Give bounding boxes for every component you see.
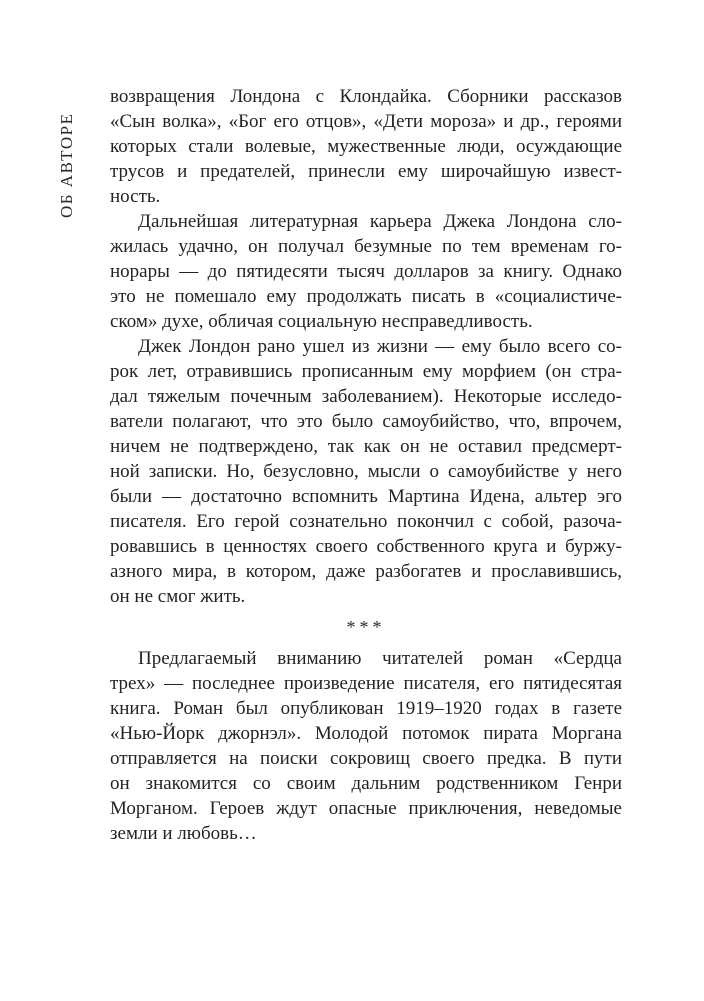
paragraph-2 bbox=[110, 209, 622, 334]
section-running-head bbox=[57, 86, 77, 218]
section-separator: *** bbox=[346, 617, 386, 637]
text-line: ском» духе, обличая социальную несправедливость. bbox=[110, 311, 533, 332]
text-line: Джек Лондон рано ушел из жизни — ему было всего со- bbox=[138, 336, 622, 357]
paragraph-1 bbox=[110, 84, 622, 209]
text-line: трех» — последнее произведение писателя, его пятидесятая bbox=[110, 673, 622, 694]
text-line: норары — до пятидесяти тысяч долларов за книгу. Однако bbox=[110, 261, 622, 282]
text-line: Морганом. Героев ждут опасные приключения, неведомые bbox=[110, 798, 622, 819]
text-line: рок лет, отравившись прописанным ему морфием (он стра- bbox=[110, 361, 622, 382]
text-line: ность. bbox=[110, 186, 161, 207]
text-line: земли и любовь… bbox=[110, 823, 257, 844]
paragraph-3 bbox=[110, 334, 622, 609]
text-line: азного мира, в котором, даже разбогатев и прославившись, bbox=[110, 561, 622, 582]
paragraph-4 bbox=[110, 646, 622, 846]
text-line: ничем не подтверждено, так как он не оставил предсмерт- bbox=[110, 436, 622, 457]
text-line: были — достаточно вспомнить Мартина Идена, альтер эго bbox=[110, 486, 622, 507]
text-line: книга. Роман был опубликован 1919–1920 годах в газете bbox=[110, 698, 622, 719]
text-line: «Нью-Йорк джорнэл». Молодой потомок пирата Моргана bbox=[110, 723, 622, 744]
text-line: трусов и предателей, принесли ему широчайшую извест- bbox=[110, 161, 622, 182]
text-line: возвращения Лондона с Клондайка. Сборники рассказов bbox=[110, 86, 622, 107]
text-line: которых стали волевые, мужественные люди, осуждающие bbox=[110, 136, 622, 157]
text-line: ватели полагают, что это было самоубийство, что, впрочем, bbox=[110, 411, 622, 432]
text-line: «Сын волка», «Бог его отцов», «Дети мороза» и др., героями bbox=[110, 111, 622, 132]
text-line: он не смог жить. bbox=[110, 586, 246, 607]
text-line: жилась удачно, он получал безумные по тем временам го- bbox=[110, 236, 622, 257]
text-line: дал тяжелым почечным заболеванием). Некоторые исследо- bbox=[110, 386, 622, 407]
text-line: писателя. Его герой сознательно покончил с собой, разоча- bbox=[110, 511, 622, 532]
text-column bbox=[110, 84, 622, 846]
text-line: Дальнейшая литературная карьера Джека Лондона сло- bbox=[138, 211, 622, 232]
text-line: отправляется на поиски сокровищ своего предка. В пути bbox=[110, 748, 622, 769]
text-line: ной записки. Но, безусловно, мысли о самоубийстве у него bbox=[110, 461, 622, 482]
text-line: он знакомится со своим дальним родственником Генри bbox=[110, 773, 622, 794]
running-head-label: ОБ АВТОРЕ bbox=[57, 112, 76, 218]
text-line: это не помешало ему продолжать писать в «социалистиче- bbox=[110, 286, 622, 307]
text-line: Предлагаемый вниманию читателей роман «Сердца bbox=[138, 648, 622, 669]
text-line: ровавшись в ценностях своего собственного круга и буржу- bbox=[110, 536, 622, 557]
